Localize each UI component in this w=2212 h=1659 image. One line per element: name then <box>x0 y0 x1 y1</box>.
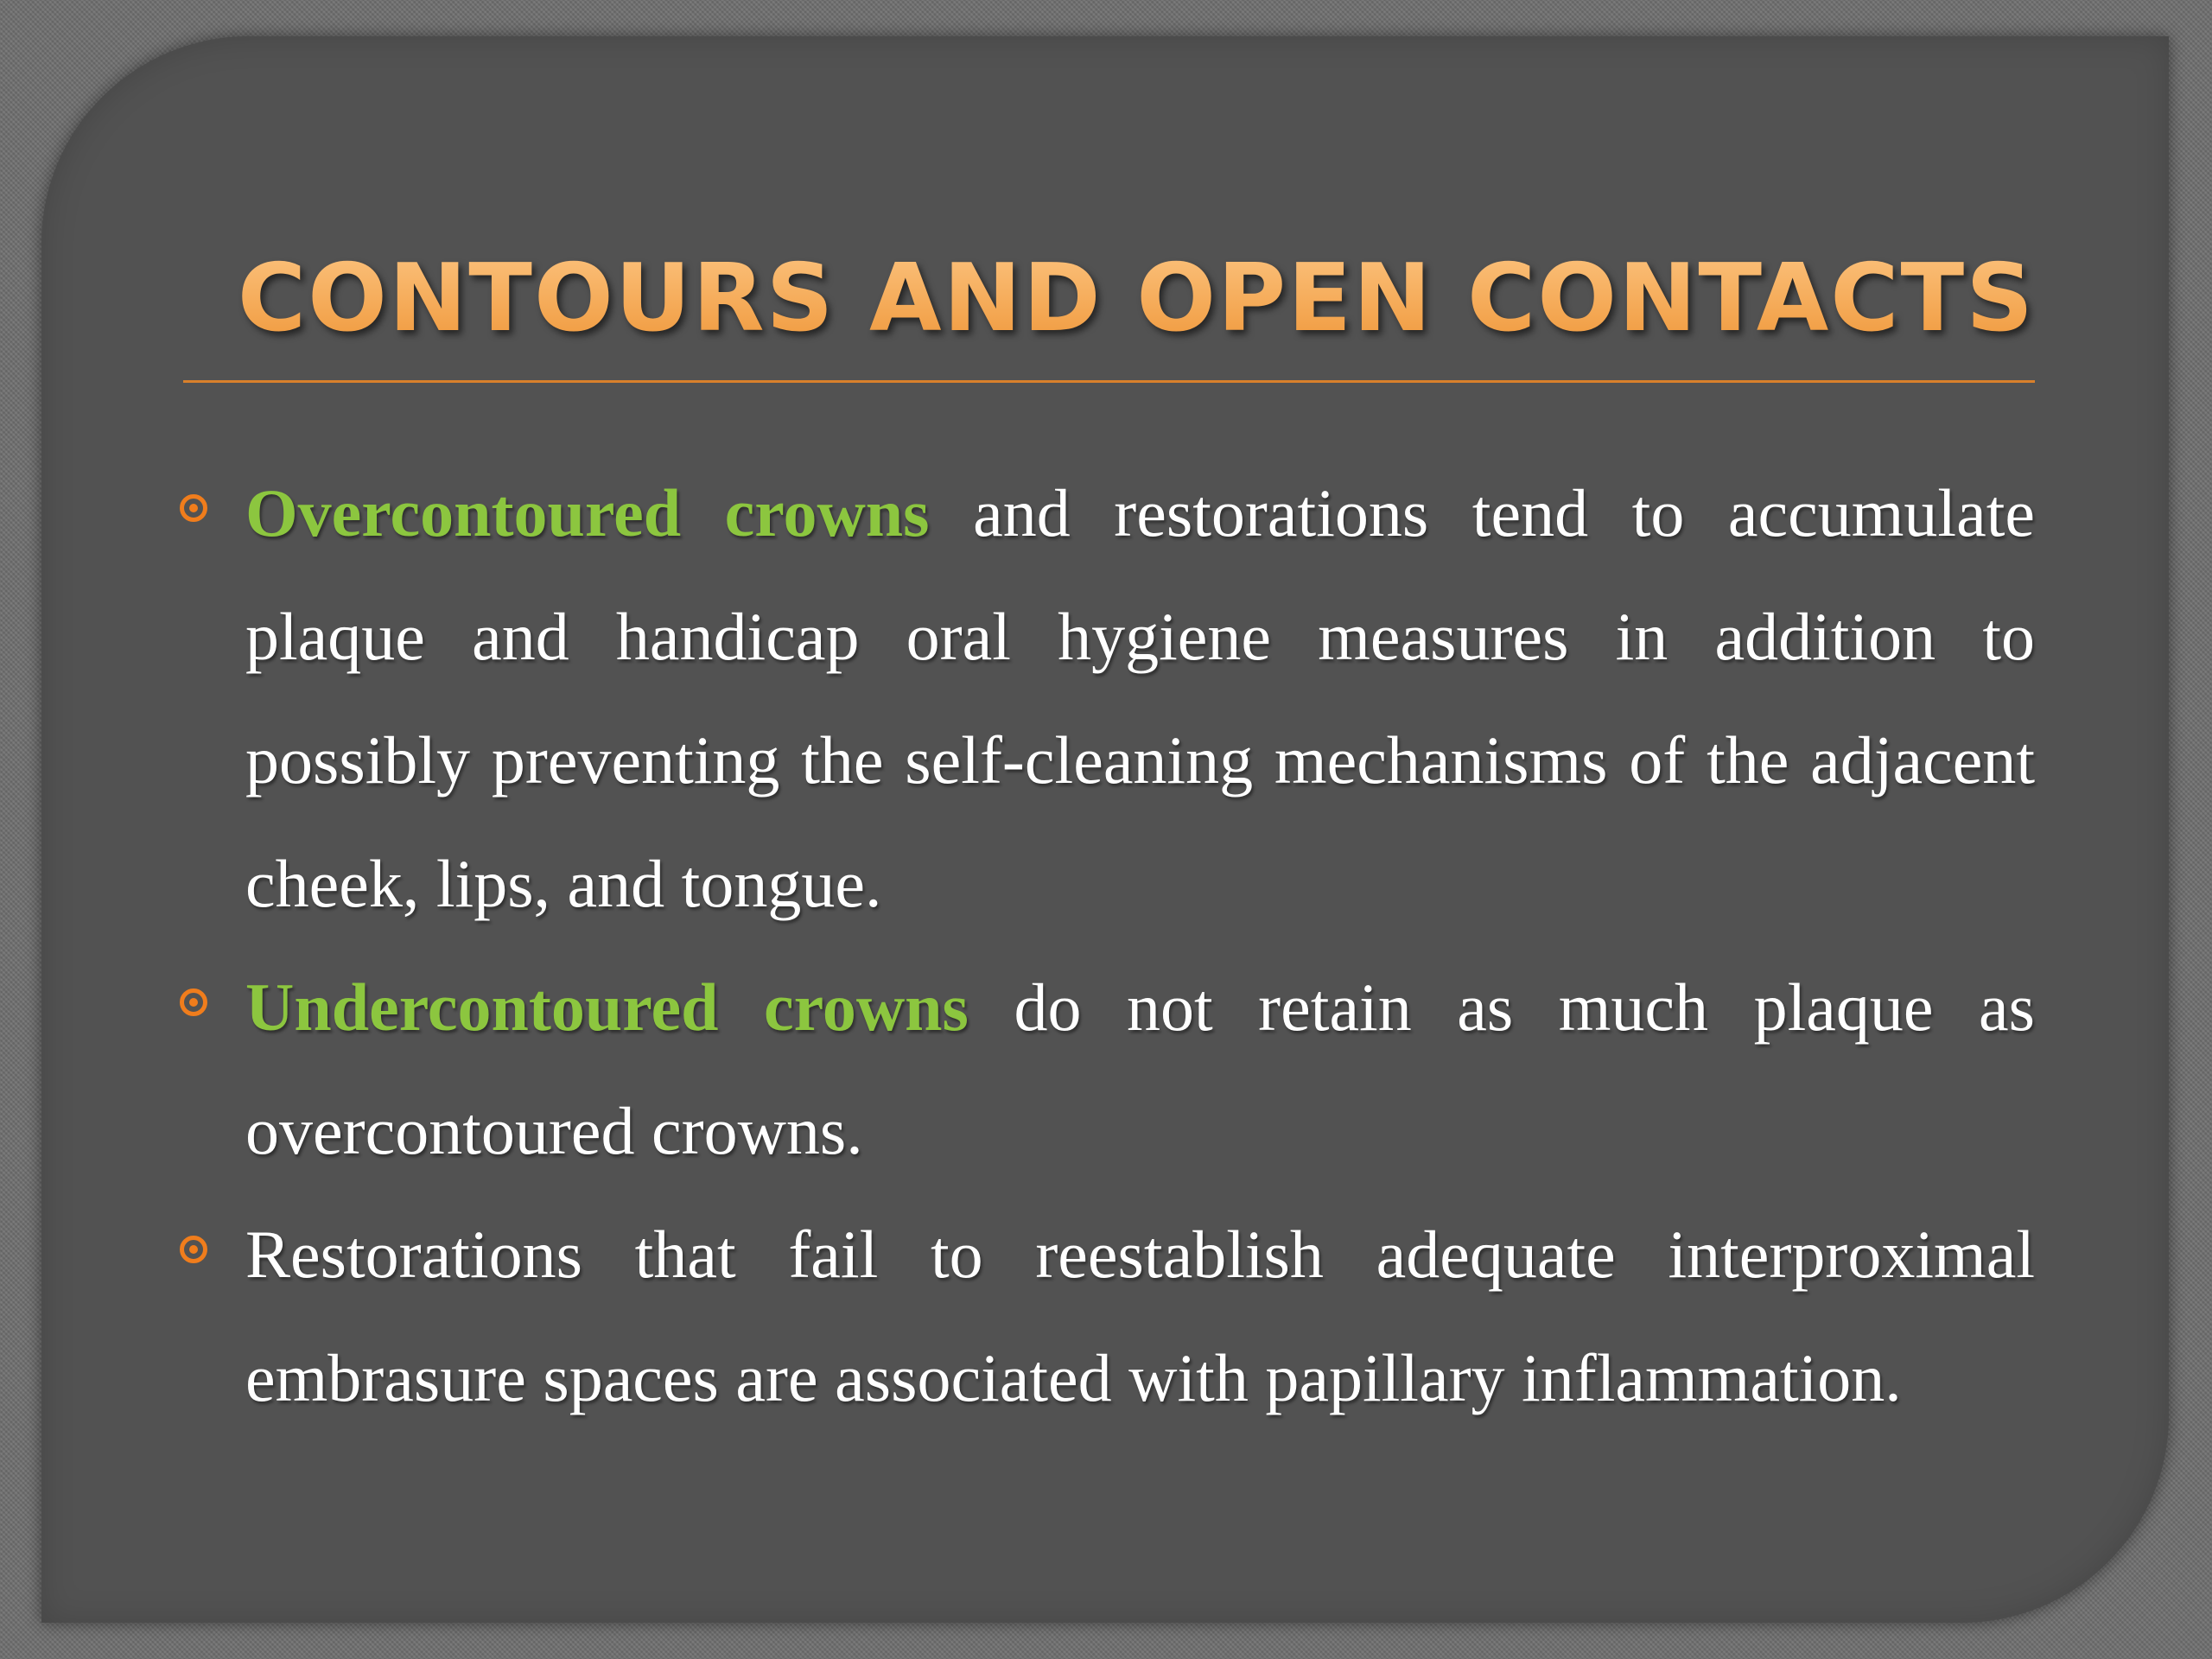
bullet-item <box>171 451 2035 945</box>
slide-title: CONTOURS AND OPEN CONTACTS <box>237 245 2035 353</box>
bullet-item <box>171 1192 2035 1440</box>
slide-panel <box>41 36 2169 1623</box>
bullet-highlight: Overcontoured crowns <box>245 475 930 550</box>
circle-bullet-icon <box>180 494 207 522</box>
bullet-highlight: Undercontoured crowns <box>245 969 969 1045</box>
bullet-text: and restorations tend to accumulate plaque and handicap oral hygiene measures in addition to possibly preventing the self-cleaning mechanisms of the adjacent cheek, lips, and tongue. <box>245 475 2036 921</box>
title-underline <box>183 380 2035 383</box>
bullet-list <box>171 451 2035 1440</box>
bullet-text: do not retain as much plaque as overcontoured crowns. <box>245 969 2035 1168</box>
circle-bullet-icon <box>180 1236 207 1263</box>
circle-bullet-icon <box>180 988 207 1016</box>
bullet-text: Restorations that fail to reestablish adequate interproximal embrasure spaces are associated with papillary inflammation. <box>245 1217 2035 1415</box>
bullet-item <box>171 945 2035 1192</box>
